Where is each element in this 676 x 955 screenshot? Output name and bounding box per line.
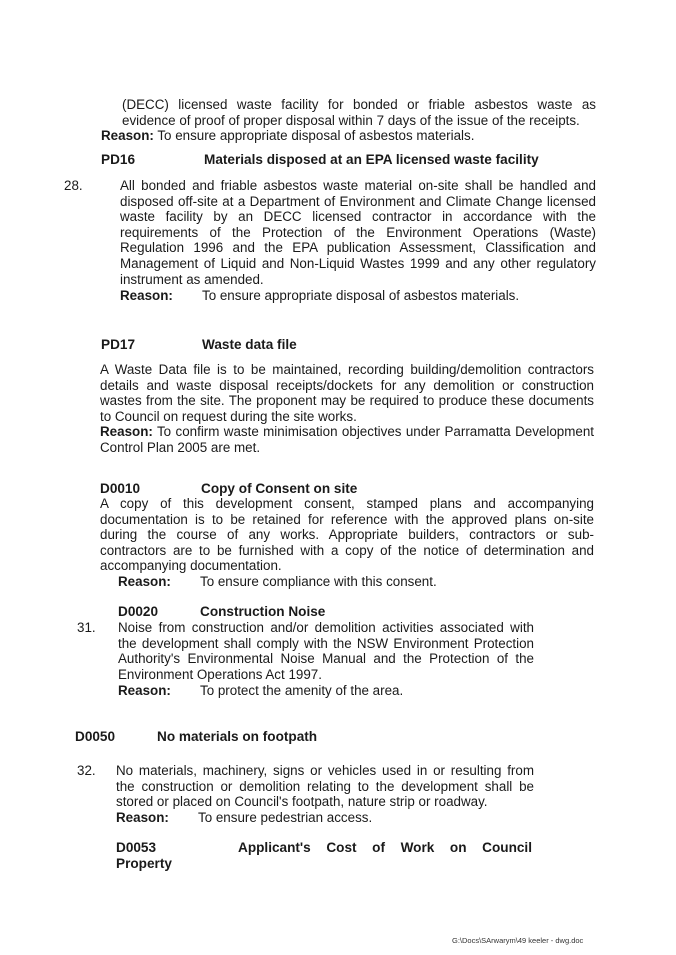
reason-text: To protect the amenity of the area. bbox=[200, 683, 404, 698]
d0010-reason bbox=[118, 574, 598, 590]
reason-text: To ensure appropriate disposal of asbestos materials. bbox=[157, 128, 475, 143]
reason-label: Reason: bbox=[100, 424, 153, 439]
reason-label: Reason: bbox=[101, 128, 154, 143]
reason-label: Reason: bbox=[118, 574, 171, 589]
reason-label: Reason: bbox=[118, 683, 171, 698]
d0050-title: No materials on footpath bbox=[157, 729, 318, 744]
d0050-text: No materials, machinery, signs or vehicles used in or resulting from the construction or demolition relating to the development shall be stored or placed on Council's footpath, nature strip or roadway. bbox=[116, 763, 534, 810]
reason-text: To ensure pedestrian access. bbox=[198, 810, 373, 825]
d0020-reason bbox=[118, 683, 598, 699]
d0010-code: D0010 bbox=[100, 481, 141, 496]
d0020-code: D0020 bbox=[118, 604, 159, 619]
pd16-code: PD16 bbox=[101, 152, 136, 167]
pd16-title: Materials disposed at an EPA licensed waste facility bbox=[204, 152, 539, 167]
reason-text: To ensure compliance with this consent. bbox=[200, 574, 437, 589]
d0050-number: 32. bbox=[77, 763, 96, 778]
d0020-title: Construction Noise bbox=[200, 604, 326, 619]
pd17-reason bbox=[100, 424, 594, 455]
reason-text: To ensure appropriate disposal of asbestos materials. bbox=[202, 288, 520, 303]
pd16-reason bbox=[120, 288, 600, 304]
pd17-text: A Waste Data file is to be maintained, recording building/demolition contractors details and waste disposal receipts/dockets for any demolition or construction wastes from the site. The proponent may be required to produce these documents to Council on request during the site works. bbox=[100, 362, 594, 424]
d0053-code: D0053 bbox=[116, 840, 157, 855]
top-continuation-text: (DECC) licensed waste facility for bonded or friable asbestos waste as evidence of proof of proper disposal within 7 days of the issue of the receipts. bbox=[122, 97, 596, 128]
pd17-title: Waste data file bbox=[202, 337, 297, 352]
top-reason bbox=[101, 128, 601, 144]
reason-label: Reason: bbox=[116, 810, 169, 825]
pd16-text: All bonded and friable asbestos waste material on-site shall be handled and disposed off-site at a Department of Environment and Climate Change licensed waste facility by an DECC licensed contractor in accordance with the requirements of the Protection of the Environment Operations (Waste) Regulation 1996 and the EPA publication Assessment, Classification and Management of Liquid and Non-Liquid Wastes 1999 and any other regulatory instrument as amended. bbox=[120, 178, 596, 287]
reason-text: To confirm waste minimisation objectives under Parramatta Development Control Plan 2005 are met. bbox=[100, 424, 594, 455]
d0050-code: D0050 bbox=[75, 729, 116, 744]
d0010-text: A copy of this development consent, stamped plans and accompanying documentation is to be retained for reference with the approved plans on-site during the course of any works. Appropriate builders, contractors or sub-contractors are to be furnished with a copy of the notice of determination and accompanying documentation. bbox=[100, 496, 594, 574]
d0050-reason bbox=[116, 810, 596, 826]
d0053-title: Applicant's Cost of Work on Council Property bbox=[116, 840, 532, 871]
pd16-number: 28. bbox=[64, 178, 83, 193]
footer-file-path: G:\Docs\SArwarym\49 keeler - dwg.doc bbox=[452, 936, 584, 945]
d0020-text: Noise from construction and/or demolition activities associated with the development shall comply with the NSW Environment Protection Authority's Environmental Noise Manual and the Protection of the Environment Operations Act 1997. bbox=[118, 620, 534, 682]
reason-label: Reason: bbox=[120, 288, 173, 303]
d0010-title: Copy of Consent on site bbox=[201, 481, 358, 496]
pd17-code: PD17 bbox=[101, 337, 136, 352]
d0020-number: 31. bbox=[77, 620, 96, 635]
